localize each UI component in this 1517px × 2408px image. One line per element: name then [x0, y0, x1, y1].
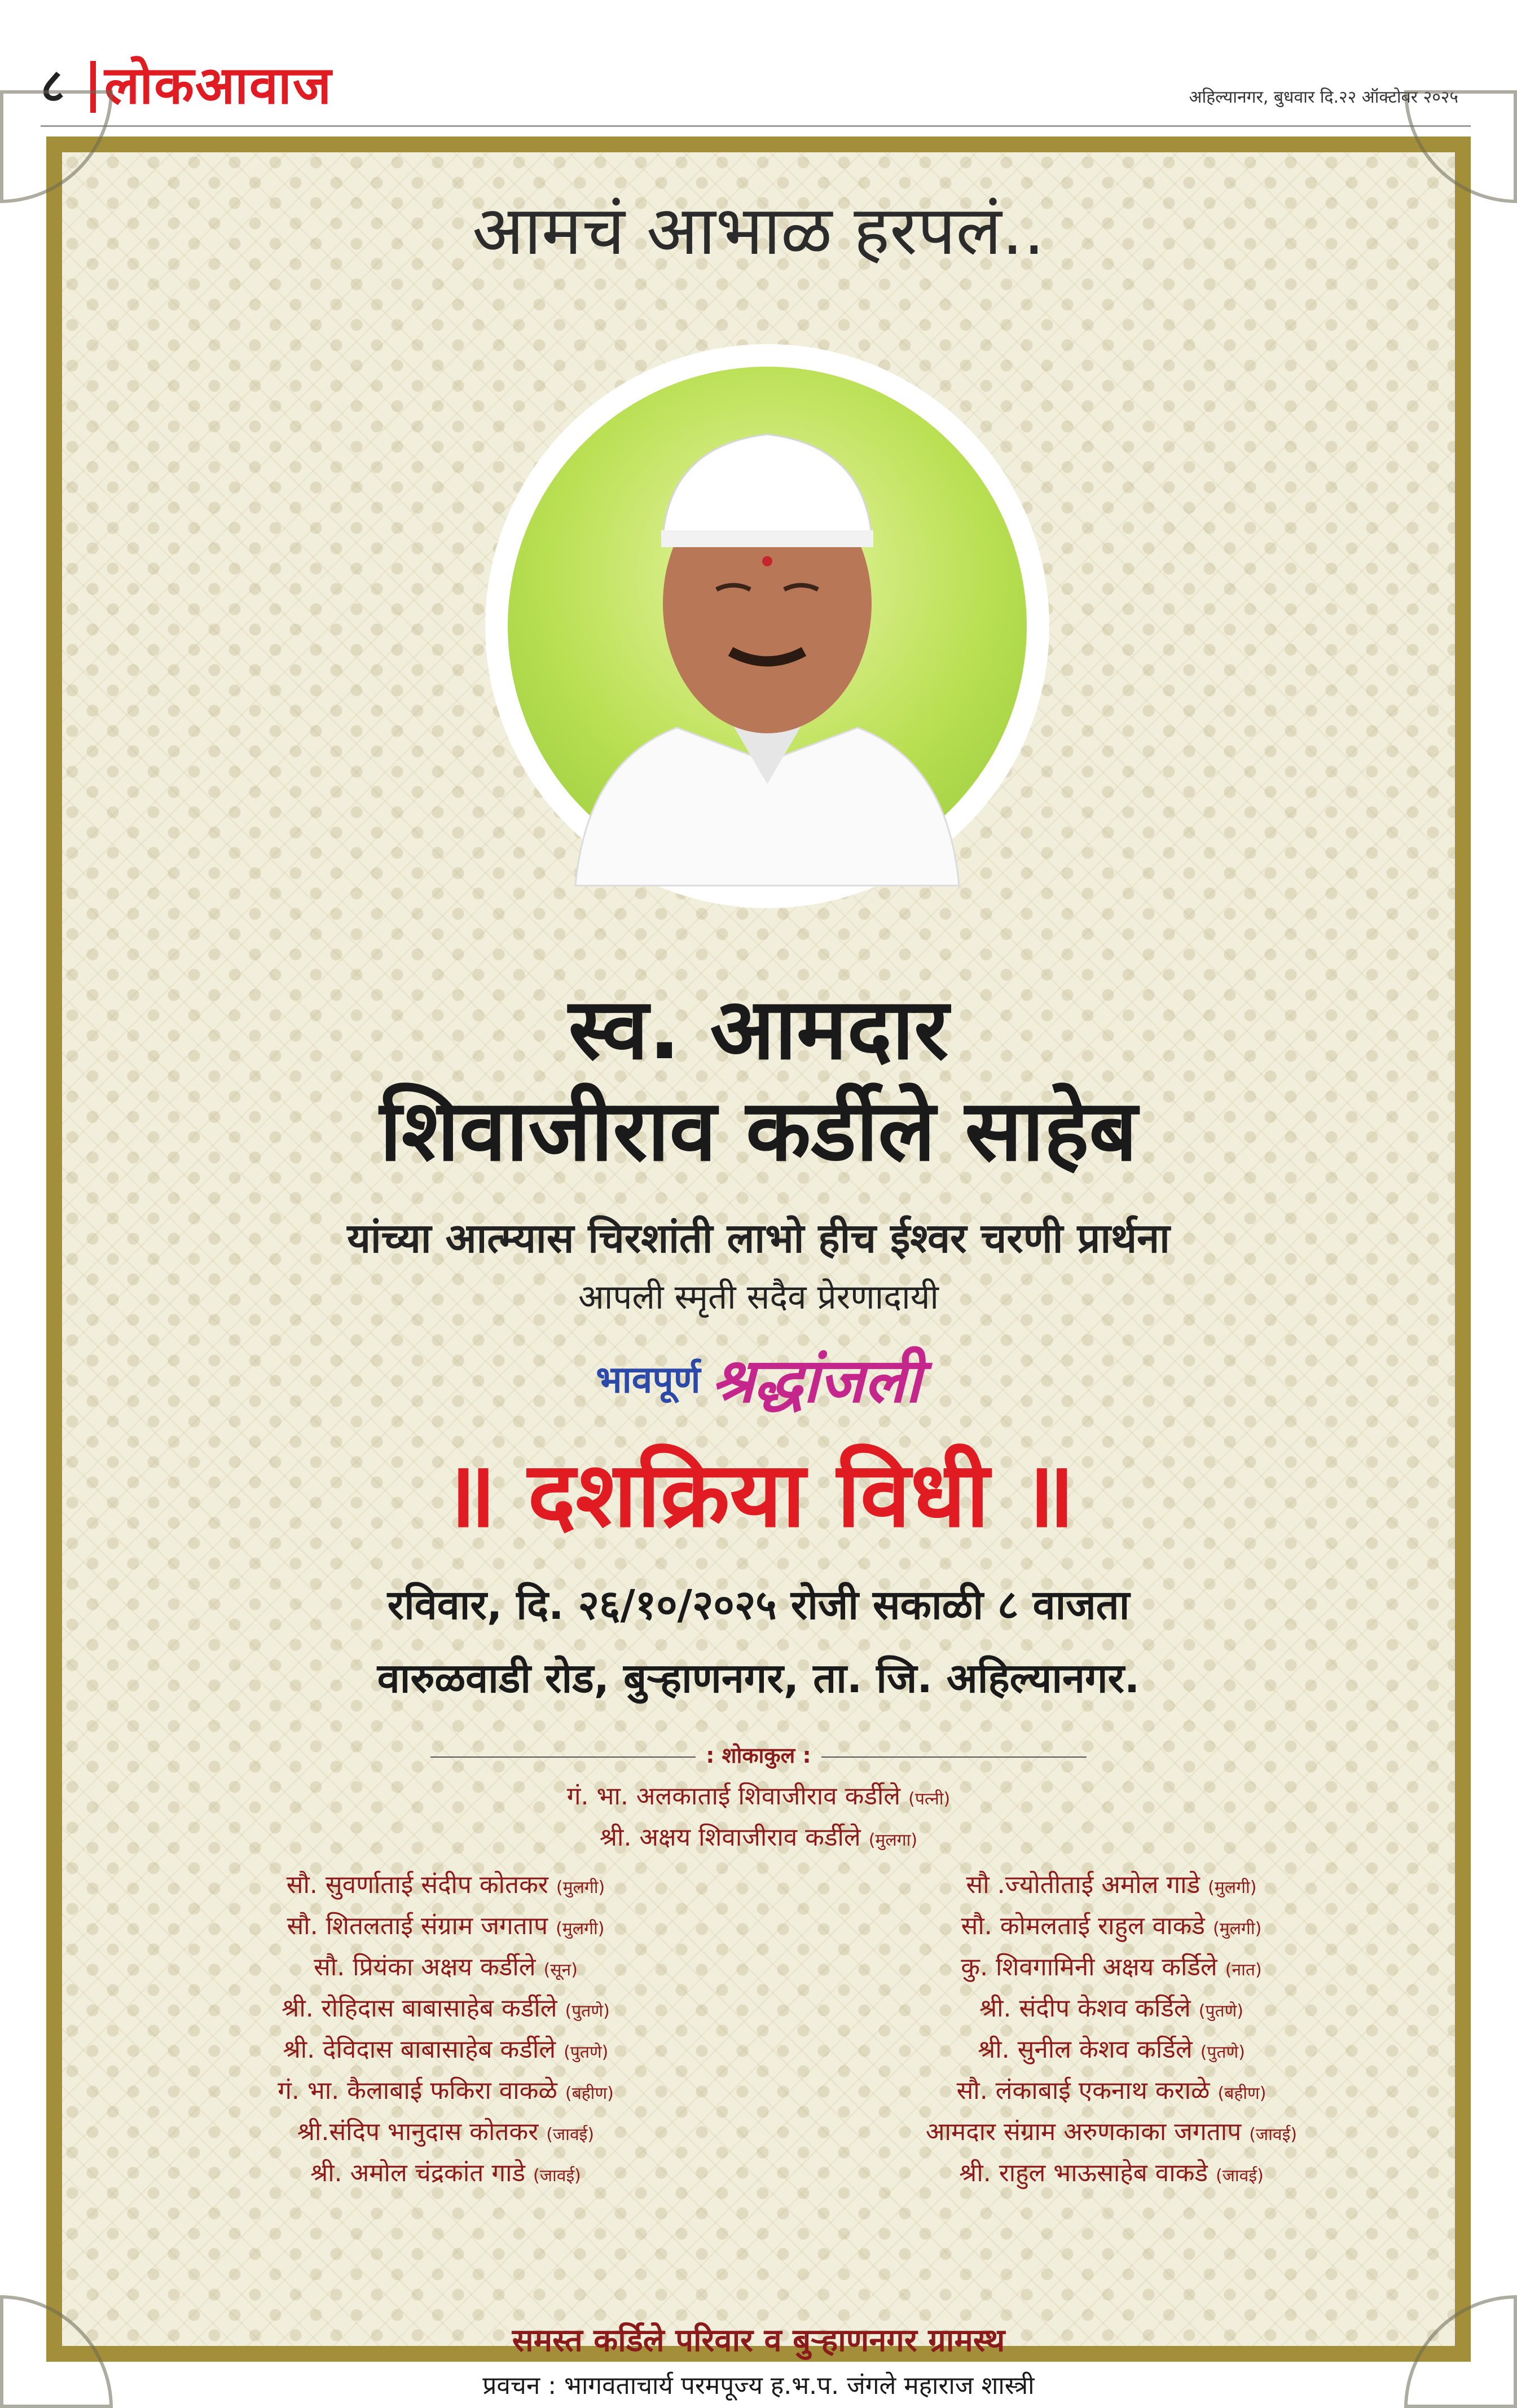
portrait-frame — [485, 344, 1049, 908]
mourner-row — [118, 2029, 773, 2070]
mourner-row — [784, 2111, 1439, 2152]
mourner-name: कु. शिवगामिनी अक्षय कर्डिले — [961, 1953, 1217, 1982]
ceremony-venue: वारुळवाडी रोड, बुऱ्हाणनगर, ता. जि. अहिल्यानगर. — [377, 1654, 1140, 1702]
ceremony-time: रविवार, दि. २६/१०/२०२५ रोजी सकाळी ८ वाजता — [387, 1581, 1130, 1628]
mourner-row — [784, 1988, 1439, 2029]
header-rule — [41, 125, 1471, 127]
mourner-row — [62, 1821, 1455, 1857]
name-title: स्व. आमदार — [568, 980, 949, 1078]
mourner-relation: (जावई) — [1249, 2125, 1298, 2145]
mourner-relation: (जावई) — [1215, 2166, 1264, 2186]
mourner-relation: (पत्नी) — [908, 1789, 951, 1809]
memory-line: आपली स्मृती सदैव प्रेरणादायी — [578, 1278, 939, 1317]
mourner-name: श्री. रोहिदास बाबासाहेब कर्डीले — [282, 1994, 557, 2023]
ad-panel — [62, 152, 1455, 2400]
ceremony-title: ॥ दशक्रिया विधी ॥ — [442, 1442, 1075, 1547]
mourner-row — [784, 2070, 1439, 2111]
mourner-name: आमदार संग्राम अरुणकाका जगताप — [925, 2118, 1242, 2146]
mourner-relation: (जावई) — [546, 2125, 595, 2145]
dateline: अहिल्यानगर, बुधवार दि.२२ ऑक्टोबर २०२५ — [1189, 87, 1458, 107]
page-number: ८ — [41, 59, 65, 113]
mourner-name: श्री. सुनील केशव कर्डिले — [978, 2035, 1193, 2064]
family-signature: समस्त कर्डिले परिवार व बुऱ्हाणनगर ग्रामस्थ — [512, 2322, 1005, 2359]
mourner-relation: (मुलगी) — [1208, 1878, 1257, 1898]
mourner-row — [784, 2152, 1439, 2194]
mourner-relation: (नात) — [1225, 1960, 1262, 1980]
mourner-name: श्री. देविदास बाबासाहेब कर्डीले — [283, 2035, 556, 2064]
name-full: शिवाजीराव कर्डीले साहेब — [380, 1082, 1137, 1180]
mourner-relation: (पुतणे) — [1200, 2042, 1245, 2062]
mourners-heading — [62, 1740, 1455, 1769]
tribute-advertisement — [46, 137, 1471, 2400]
mourner-name: श्री.संदिप भानुदास कोतकर — [297, 2118, 539, 2146]
portrait-illustration — [508, 367, 1027, 886]
tribute-main: श्रद्धांजली — [711, 1345, 921, 1416]
mourner-relation: (पुतणे) — [564, 2042, 609, 2062]
mourner-name: सौ. लंकाबाई एकनाथ कराळे — [956, 2076, 1210, 2105]
mourner-row — [62, 1780, 1455, 1816]
mourner-row — [784, 1947, 1439, 1988]
mourner-relation: (पुतणे) — [1198, 2001, 1243, 2021]
mourner-name: सौ. कोमलताई राहुल वाकडे — [961, 1912, 1205, 1940]
mourner-relation: (मुलगा) — [868, 1830, 918, 1850]
mourner-relation: (मुलगी) — [556, 1878, 605, 1898]
mourners-title: : शोकाकुल : — [706, 1743, 811, 1768]
mourner-name: गं. भा. कैलाबाई फकिरा वाकळे — [278, 2076, 557, 2105]
mourners-left-column — [118, 1864, 773, 2194]
mourner-relation: (बहीण) — [1217, 2084, 1267, 2103]
mourner-row — [118, 1905, 773, 1947]
mourner-name: गं. भा. अलकाताई शिवाजीराव कर्डीले — [566, 1782, 901, 1811]
mourner-relation: (बहीण) — [565, 2084, 614, 2103]
heading-rule — [821, 1757, 1087, 1758]
heading-rule — [430, 1757, 696, 1758]
mourners-right-column — [784, 1864, 1439, 2194]
mourner-name: सौ. प्रियंका अक्षय कर्डीले — [314, 1953, 536, 1982]
mourner-row — [118, 1864, 773, 1905]
ad-headline: आमचं आभाळ हरपलं.. — [472, 192, 1045, 270]
mourner-row — [118, 2070, 773, 2111]
mourner-row — [118, 2111, 773, 2152]
mourner-name: सौ. शितलताई संग्राम जगताप — [287, 1912, 548, 1940]
mourner-relation: (सून) — [543, 1960, 578, 1980]
corner-ornament — [1404, 90, 1517, 203]
mourner-relation: (पुतणे) — [565, 2001, 610, 2021]
tribute-logo — [62, 1337, 1455, 1416]
portrait-photo — [508, 367, 1027, 886]
mourner-name: श्री. राहुल भाऊसाहेब वाकडे — [959, 2159, 1208, 2187]
mourner-row — [784, 2029, 1439, 2070]
mourner-relation: (मुलगी) — [556, 1919, 605, 1939]
corner-ornament — [0, 90, 113, 203]
mourner-row — [118, 2152, 773, 2194]
tribute-prefix: भावपूर्ण — [596, 1358, 701, 1402]
mourner-row — [784, 1905, 1439, 1947]
mourner-row — [784, 1864, 1439, 1905]
newspaper-masthead: लोकआवाज — [104, 55, 333, 116]
mourner-relation: (जावई) — [533, 2166, 581, 2186]
mourner-row — [118, 1988, 773, 2029]
prayer-line: यांच्या आत्म्यास चिरशांती लाभो हीच ईश्वर चरणी प्रार्थना — [347, 1214, 1170, 1262]
mourner-row — [118, 1947, 773, 1988]
sermon-line: प्रवचन : भागवताचार्य परमपूज्य ह.भ.प. जंगले महाराज शास्त्री — [482, 2371, 1035, 2400]
mourner-name: सौ .ज्योतीताई अमोल गाडे — [966, 1870, 1201, 1899]
mourner-name: श्री. अमोल चंद्रकांत गाडे — [310, 2159, 526, 2187]
mourner-name: सौ. सुवर्णाताई संदीप कोतकर — [286, 1870, 548, 1899]
mourner-name: श्री. संदीप केशव कर्डिले — [979, 1994, 1191, 2023]
mourner-name: श्री. अक्षय शिवाजीराव कर्डीले — [599, 1823, 861, 1852]
newspaper-header — [0, 0, 1510, 130]
mourner-relation: (मुलगी) — [1212, 1919, 1262, 1939]
